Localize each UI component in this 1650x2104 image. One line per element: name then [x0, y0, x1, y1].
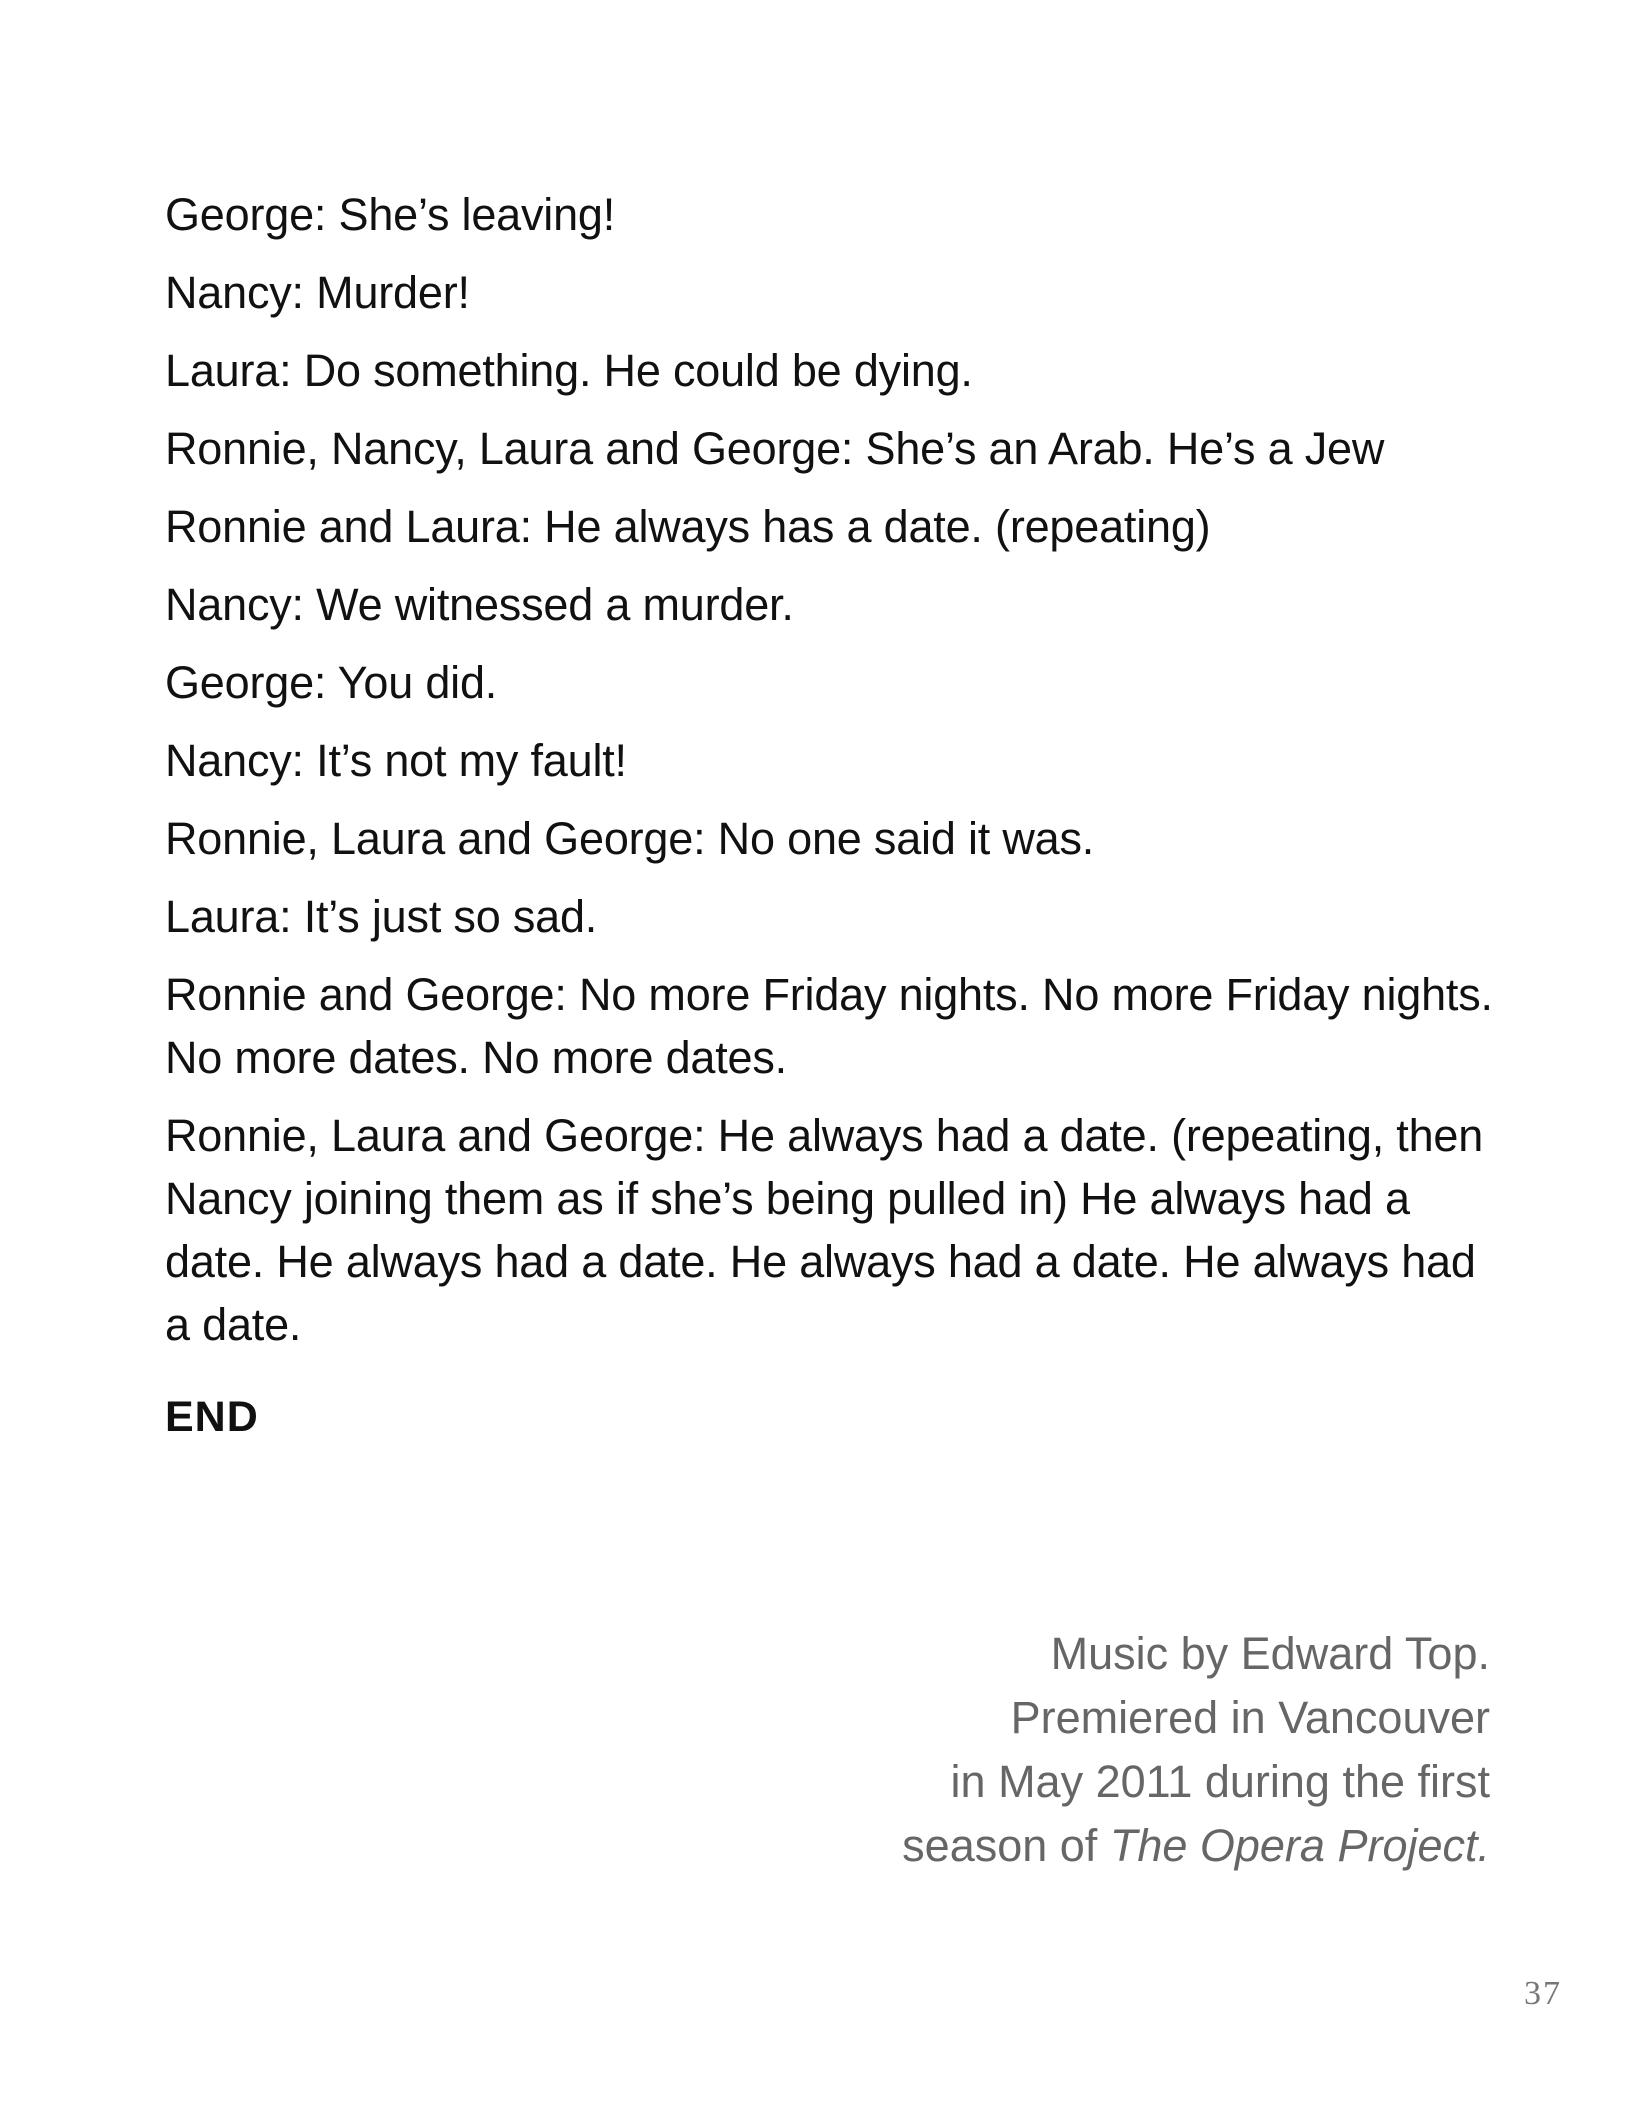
dialogue-line: George: You did. — [165, 657, 498, 708]
end-marker: END — [165, 1393, 259, 1441]
script-dialogue — [165, 183, 1505, 1464]
credit-line — [590, 1814, 1490, 1878]
credits-block — [590, 1622, 1490, 1878]
credit-line: in May 2011 during the first — [950, 1756, 1490, 1807]
dialogue-line: Nancy: We witnessed a murder. — [165, 579, 794, 630]
dialogue-line: Ronnie and Laura: He always has a date. (repeating) — [165, 501, 1211, 552]
credit-prefix: season of — [902, 1820, 1110, 1871]
dialogue-line: Ronnie, Nancy, Laura and George: She’s an Arab. He’s a Jew — [165, 423, 1385, 474]
dialogue-line: Ronnie and George: No more Friday nights. No more Friday nights. No more dates. No more dates. — [165, 969, 1493, 1083]
production-title: The Opera Project. — [1109, 1820, 1490, 1871]
dialogue-line: Laura: It’s just so sad. — [165, 891, 598, 942]
dialogue-line: Ronnie, Laura and George: He always had a date. (repeating, then Nancy joining them as if she’s being pulled in) He always had a date. He always had a date. He always had a date. He always had a date. — [165, 1110, 1484, 1350]
dialogue-line: George: She’s leaving! — [165, 189, 616, 240]
dialogue-line: Nancy: Murder! — [165, 267, 470, 318]
credit-line: Music by Edward Top. — [1050, 1628, 1490, 1679]
credit-line: Premiered in Vancouver — [1010, 1692, 1490, 1743]
dialogue-line: Laura: Do something. He could be dying. — [165, 345, 973, 396]
dialogue-line: Nancy: It’s not my fault! — [165, 735, 627, 786]
page-number: 37 — [1524, 1975, 1562, 2012]
dialogue-line: Ronnie, Laura and George: No one said it was. — [165, 813, 1095, 864]
